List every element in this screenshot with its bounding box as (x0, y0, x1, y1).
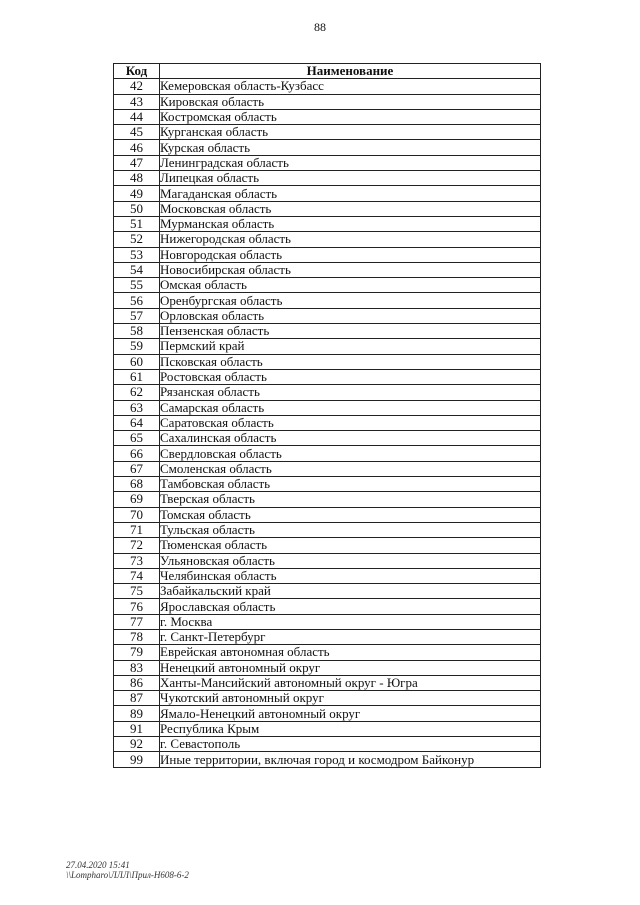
region-code: 71 (114, 522, 160, 537)
table-row (114, 109, 541, 124)
region-name: г. Москва (160, 614, 541, 629)
region-code: 56 (114, 293, 160, 308)
region-code: 59 (114, 339, 160, 354)
region-name: Тюменская область (160, 538, 541, 553)
region-name: Саратовская область (160, 415, 541, 430)
page-number: 88 (314, 20, 326, 34)
table-row (114, 186, 541, 201)
region-name: Магаданская область (160, 186, 541, 201)
table-row (114, 737, 541, 752)
region-name: Псковская область (160, 354, 541, 369)
region-name: Чукотский автономный округ (160, 691, 541, 706)
region-name: Московская область (160, 201, 541, 216)
column-header-code: Код (114, 64, 160, 79)
region-code: 44 (114, 109, 160, 124)
region-code: 78 (114, 629, 160, 644)
table-row (114, 553, 541, 568)
table-row (114, 79, 541, 94)
table-row (114, 385, 541, 400)
table-row (114, 140, 541, 155)
region-code: 83 (114, 660, 160, 675)
region-code: 69 (114, 492, 160, 507)
table-row (114, 308, 541, 323)
region-code: 92 (114, 737, 160, 752)
region-code: 87 (114, 691, 160, 706)
region-code: 43 (114, 94, 160, 109)
table-row (114, 94, 541, 109)
table-row (114, 691, 541, 706)
region-code: 61 (114, 369, 160, 384)
table-row (114, 354, 541, 369)
region-code: 48 (114, 171, 160, 186)
region-name: Костромская область (160, 109, 541, 124)
region-code: 52 (114, 232, 160, 247)
table-row (114, 538, 541, 553)
region-name: Курганская область (160, 125, 541, 140)
table-row (114, 461, 541, 476)
table-row (114, 125, 541, 140)
region-name: Липецкая область (160, 171, 541, 186)
region-name: г. Санкт-Петербург (160, 629, 541, 644)
region-code: 74 (114, 568, 160, 583)
region-name: Еврейская автономная область (160, 645, 541, 660)
region-name: Иные территории, включая город и космодром Байконур (160, 752, 541, 767)
table-row (114, 278, 541, 293)
region-code: 49 (114, 186, 160, 201)
region-name: Свердловская область (160, 446, 541, 461)
region-name: Забайкальский край (160, 584, 541, 599)
region-name: г. Севастополь (160, 737, 541, 752)
region-name: Омская область (160, 278, 541, 293)
region-code: 77 (114, 614, 160, 629)
table-row (114, 369, 541, 384)
region-code: 91 (114, 721, 160, 736)
table-header-row (114, 64, 541, 79)
table-body (114, 79, 541, 767)
table-row (114, 522, 541, 537)
region-code: 67 (114, 461, 160, 476)
region-code: 65 (114, 431, 160, 446)
table-row (114, 645, 541, 660)
table-row (114, 247, 541, 262)
region-name: Новосибирская область (160, 262, 541, 277)
region-name: Ленинградская область (160, 155, 541, 170)
table-row (114, 752, 541, 767)
region-code: 64 (114, 415, 160, 430)
region-name: Курская область (160, 140, 541, 155)
region-code: 86 (114, 675, 160, 690)
table-row (114, 675, 541, 690)
region-name: Ростовская область (160, 369, 541, 384)
region-name: Ярославская область (160, 599, 541, 614)
region-code: 99 (114, 752, 160, 767)
table-row (114, 568, 541, 583)
table-row (114, 232, 541, 247)
table-row (114, 477, 541, 492)
region-code: 60 (114, 354, 160, 369)
table-row (114, 599, 541, 614)
region-code: 51 (114, 216, 160, 231)
region-code: 62 (114, 385, 160, 400)
region-name: Кемеровская область-Кузбасс (160, 79, 541, 94)
region-name: Самарская область (160, 400, 541, 415)
footer-stamp (66, 860, 189, 880)
region-name: Ямало-Ненецкий автономный округ (160, 706, 541, 721)
table-row (114, 660, 541, 675)
table-row (114, 706, 541, 721)
region-code: 76 (114, 599, 160, 614)
region-codes-table (113, 63, 541, 768)
region-name: Кировская область (160, 94, 541, 109)
region-name: Челябинская область (160, 568, 541, 583)
table-row (114, 721, 541, 736)
region-name: Орловская область (160, 308, 541, 323)
region-code: 46 (114, 140, 160, 155)
table-row (114, 614, 541, 629)
region-code: 53 (114, 247, 160, 262)
region-code: 66 (114, 446, 160, 461)
region-name: Тверская область (160, 492, 541, 507)
region-code: 70 (114, 507, 160, 522)
region-code: 79 (114, 645, 160, 660)
region-code: 55 (114, 278, 160, 293)
table-row (114, 171, 541, 186)
region-code: 68 (114, 477, 160, 492)
table-row (114, 216, 541, 231)
region-name: Нижегородская область (160, 232, 541, 247)
region-name: Тульская область (160, 522, 541, 537)
region-name: Мурманская область (160, 216, 541, 231)
region-code: 63 (114, 400, 160, 415)
table-row (114, 584, 541, 599)
table-row (114, 324, 541, 339)
region-name: Пермский край (160, 339, 541, 354)
footer-file-path: \\Lompharo\ЛЛЛ\Прил-Н608-6-2 (66, 870, 189, 880)
region-code: 45 (114, 125, 160, 140)
region-name: Томская область (160, 507, 541, 522)
table-row (114, 400, 541, 415)
table-row (114, 507, 541, 522)
table-row (114, 415, 541, 430)
region-name: Ненецкий автономный округ (160, 660, 541, 675)
region-code: 58 (114, 324, 160, 339)
region-code: 57 (114, 308, 160, 323)
region-name: Ханты-Мансийский автономный округ - Югра (160, 675, 541, 690)
region-name: Пензенская область (160, 324, 541, 339)
region-name: Смоленская область (160, 461, 541, 476)
table-row (114, 492, 541, 507)
region-code: 50 (114, 201, 160, 216)
region-code: 54 (114, 262, 160, 277)
region-code: 72 (114, 538, 160, 553)
region-name: Оренбургская область (160, 293, 541, 308)
table-row (114, 446, 541, 461)
table-row (114, 339, 541, 354)
region-name: Сахалинская область (160, 431, 541, 446)
region-name: Республика Крым (160, 721, 541, 736)
region-code: 75 (114, 584, 160, 599)
region-name: Новгородская область (160, 247, 541, 262)
table-row (114, 629, 541, 644)
region-code: 47 (114, 155, 160, 170)
table-row (114, 262, 541, 277)
region-code: 89 (114, 706, 160, 721)
region-name: Тамбовская область (160, 477, 541, 492)
table-row (114, 201, 541, 216)
region-name: Рязанская область (160, 385, 541, 400)
column-header-name: Наименование (160, 64, 541, 79)
region-code: 73 (114, 553, 160, 568)
region-name: Ульяновская область (160, 553, 541, 568)
footer-timestamp: 27.04.2020 15:41 (66, 860, 130, 870)
table-row (114, 155, 541, 170)
table-row (114, 431, 541, 446)
region-code: 42 (114, 79, 160, 94)
table-row (114, 293, 541, 308)
